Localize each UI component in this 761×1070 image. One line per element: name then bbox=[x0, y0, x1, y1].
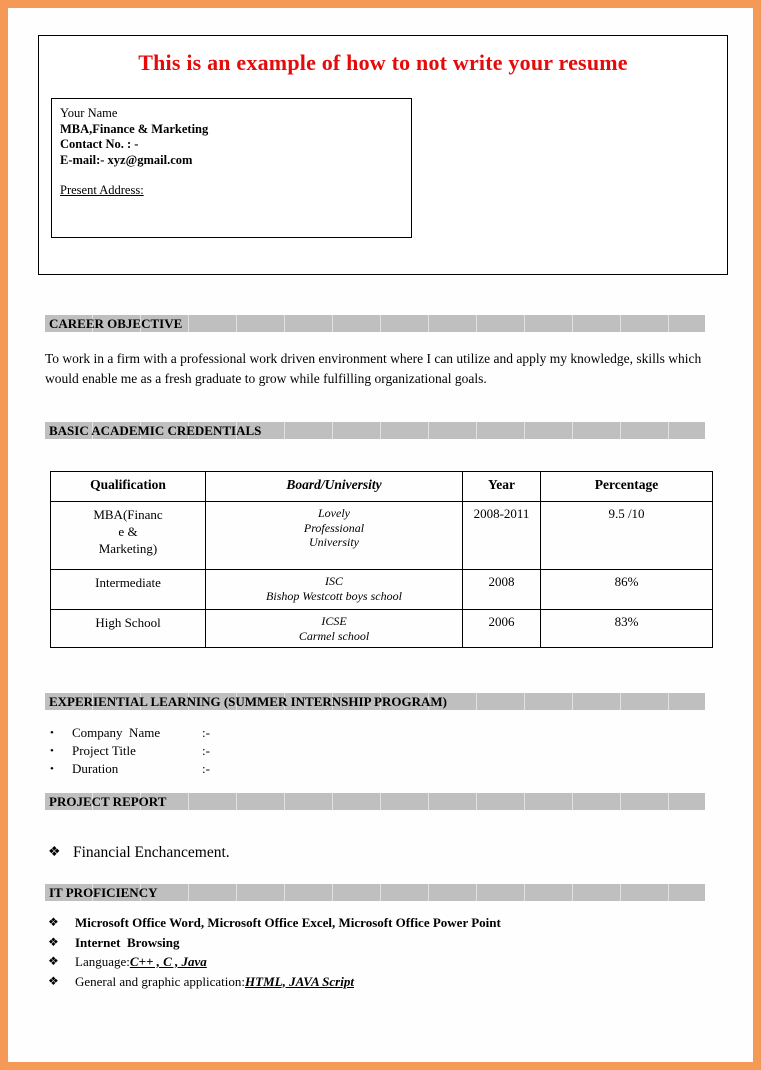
list-item: ❖ Language: C++ , C , Java bbox=[38, 952, 728, 972]
cell-qualification: MBA(Financ e & Marketing) bbox=[51, 502, 206, 570]
list-item: • Project Title :- bbox=[50, 743, 210, 758]
section-heading-credentials: BASIC ACADEMIC CREDENTIALS bbox=[45, 422, 705, 439]
contact-address: Present Address: bbox=[60, 183, 144, 197]
col-header-year: Year bbox=[463, 472, 541, 502]
list-item: ❖ Microsoft Office Word, Microsoft Office Excel, Microsoft Office Power Point bbox=[38, 913, 728, 933]
cell-percentage: 9.5 /10 bbox=[541, 502, 713, 570]
col-header-qualification: Qualification bbox=[51, 472, 206, 502]
contact-email: E-mail:- xyz@gmail.com bbox=[60, 152, 193, 167]
diamond-bullet-icon: ❖ bbox=[48, 934, 59, 949]
banner-title: This is an example of how to not write your resume bbox=[138, 50, 628, 75]
list-item: ❖ General and graphic application: HTML, JAVA Script bbox=[38, 972, 728, 992]
col-header-board: Board/University bbox=[206, 472, 463, 502]
it-proficiency-list bbox=[38, 913, 728, 991]
bullet-icon: • bbox=[50, 763, 54, 775]
bullet-icon: • bbox=[50, 727, 54, 739]
list-item: ❖ Internet Browsing bbox=[38, 933, 728, 953]
section-heading-project-report: PROJECT REPORT bbox=[45, 793, 705, 810]
bullet-icon: • bbox=[50, 745, 54, 757]
cell-board: ISC Bishop Westcott boys school bbox=[206, 570, 463, 610]
section-heading-experiential: EXPERIENTIAL LEARNING (SUMMER INTERNSHIP PROGRAM) bbox=[45, 693, 705, 710]
list-item: • Company Name :- bbox=[50, 725, 210, 740]
cell-percentage: 83% bbox=[541, 610, 713, 648]
project-report-item: ❖ Financial Enchancement. bbox=[48, 844, 230, 861]
table-row bbox=[51, 610, 713, 648]
contact-card bbox=[51, 98, 412, 238]
resume-document bbox=[8, 8, 753, 991]
cell-qualification: High School bbox=[51, 610, 206, 648]
career-objective-text: To work in a firm with a professional work driven environment where I can utilize and apply my knowledge, skills which would enable me as a fresh graduate to grow while fulfilling organizational goals. bbox=[45, 351, 702, 386]
cell-board: Lovely Professional University bbox=[206, 502, 463, 570]
section-heading-career-objective: CAREER OBJECTIVE bbox=[45, 315, 705, 332]
contact-degree: MBA,Finance & Marketing bbox=[60, 121, 209, 136]
list-item: • Duration :- bbox=[50, 761, 210, 776]
diamond-bullet-icon: ❖ bbox=[48, 954, 59, 968]
experiential-list bbox=[38, 724, 728, 778]
cell-year: 2006 bbox=[463, 610, 541, 648]
credentials-table bbox=[50, 471, 713, 648]
diamond-bullet-icon: ❖ bbox=[48, 915, 59, 929]
section-heading-it-proficiency: IT PROFICIENCY bbox=[45, 884, 705, 901]
cell-qualification: Intermediate bbox=[51, 570, 206, 610]
credentials-header-row bbox=[51, 472, 713, 502]
cell-percentage: 86% bbox=[541, 570, 713, 610]
diamond-bullet-icon: ❖ bbox=[48, 845, 61, 860]
table-row bbox=[51, 502, 713, 570]
table-row bbox=[51, 570, 713, 610]
contact-name: Your Name bbox=[60, 106, 118, 120]
cell-year: 2008 bbox=[463, 570, 541, 610]
header-box bbox=[38, 35, 728, 275]
cell-year: 2008-2011 bbox=[463, 502, 541, 570]
diamond-bullet-icon: ❖ bbox=[48, 973, 59, 988]
col-header-percentage: Percentage bbox=[541, 472, 713, 502]
contact-number: Contact No. : - bbox=[60, 137, 139, 151]
cell-board: ICSE Carmel school bbox=[206, 610, 463, 648]
